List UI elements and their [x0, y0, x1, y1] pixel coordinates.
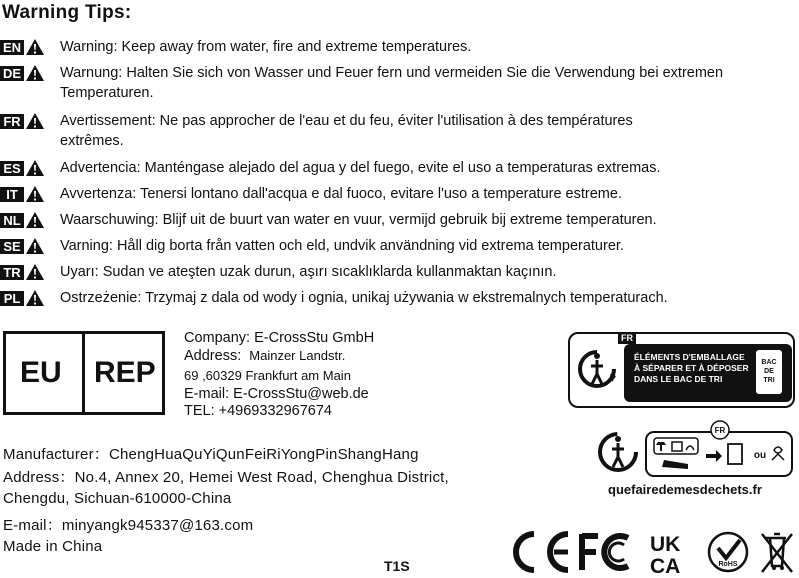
language-code: DE: [0, 66, 24, 81]
svg-text:RoHS: RoHS: [718, 561, 738, 568]
language-code: NL: [0, 213, 24, 228]
warning-text-continued: extrêmes.: [60, 133, 124, 149]
language-badge: [0, 186, 44, 202]
language-badge: [0, 160, 44, 176]
ce-mark-icon: [516, 534, 568, 570]
manufacturer-name: Manufacturer：ChengHuaQuYiQunFeiRiYongPinShangHang: [3, 446, 419, 463]
language-badge: [0, 39, 44, 55]
ukca-mark-icon: [650, 533, 680, 576]
eu-rep-divider: [82, 334, 85, 412]
warning-text: Advertencia: Manténgase alejado del agua y del fuego, evite el uso a temperaturas extremas.: [60, 160, 661, 176]
rohs-mark-icon: [709, 533, 747, 571]
language-code: SE: [0, 239, 24, 254]
eu-rep-box: [3, 331, 165, 415]
language-badge: [0, 238, 44, 254]
triman-text: ÉLÉMENTS D'EMBALLAGE À SÉPARER ET À DÉPOSER DANS LE BAC DE TRI: [634, 352, 749, 384]
info-tri-fr-tag: FR: [714, 426, 726, 435]
manufacturer-address-1: Address：No.4, Annex 20, Hemei West Road, Chenghua District,: [3, 469, 449, 486]
svg-text:CA: CA: [650, 555, 681, 576]
company-city: 69 ,60329 Frankfurt am Main: [184, 368, 351, 383]
triman-icon: [576, 346, 618, 392]
sorting-bin-icon: BAC DE TRI: [756, 350, 782, 394]
warning-triangle-icon: [26, 113, 44, 129]
warning-triangle-icon: [26, 65, 44, 81]
language-code: TR: [0, 265, 24, 280]
company-tel: TEL: +4969332967674: [184, 403, 332, 419]
triman-label-panel: [624, 344, 792, 402]
warning-text: Varning: Håll dig borta från vatten och eld, undvik användning vid extrema temperaturer.: [60, 238, 624, 254]
warning-text: Warnung: Halten Sie sich von Wasser und Feuer fern und vermeiden Sie die Verwendung bei extremen: [60, 65, 724, 81]
language-badge: [0, 264, 44, 280]
model-number: T1S: [384, 558, 410, 574]
weee-bin-icon: [762, 534, 792, 572]
language-badge: [0, 113, 44, 129]
language-code: ES: [0, 161, 24, 176]
language-code: EN: [0, 40, 24, 55]
manufacturer-email: E-mail：minyangk945337@163.com: [3, 517, 254, 534]
warning-text: Avvertenza: Tenersi lontano dall'acqua e dal fuoco, evitare l'uso a temperature estreme.: [60, 186, 622, 202]
language-code: PL: [0, 291, 24, 306]
warning-triangle-icon: [26, 39, 44, 55]
warning-text: Uyarı: Sudan ve ateşten uzak durun, aşırı sıcaklıklarda kullanmaktan kaçının.: [60, 264, 557, 280]
made-in: Made in China: [3, 538, 103, 555]
address-street: Mainzer Landstr.: [249, 348, 346, 363]
language-code: IT: [0, 187, 24, 202]
fcc-mark-icon: [582, 534, 628, 570]
warning-triangle-icon: [26, 160, 44, 176]
language-code: FR: [0, 114, 24, 129]
certification-marks: [498, 528, 798, 576]
company-address: [184, 348, 345, 364]
warning-triangle-icon: [26, 186, 44, 202]
language-badge: [0, 65, 44, 81]
warning-text: Ostrzeżenie: Trzymaj z dala od wody i ognia, unikaj używania w ekstremalnych temperaturach.: [60, 290, 668, 306]
manufacturer-address-2: Chengdu, Sichuan-610000-China: [3, 490, 232, 507]
warning-text: Waarschuwing: Blijf uit de buurt van water en vuur, vermijd gebruik bij extreme temperaturen.: [60, 212, 657, 228]
language-badge: [0, 212, 44, 228]
address-label: Address:: [184, 348, 242, 364]
warning-text-continued: Temperaturen.: [60, 85, 154, 101]
warning-text: Avertissement: Ne pas approcher de l'eau et du feu, éviter l'utilisation à des températures: [60, 113, 633, 129]
company-name: Company: E-CrossStu GmbH: [184, 330, 375, 346]
warning-triangle-icon: [26, 212, 44, 228]
svg-text:UK: UK: [650, 533, 681, 556]
info-tri-logo: [596, 420, 796, 478]
info-tri-ou: ou: [753, 450, 767, 461]
page-title: Warning Tips:: [2, 2, 132, 23]
warning-triangle-icon: [26, 290, 44, 306]
company-email: E-mail: E-CrossStu@web.de: [184, 386, 369, 402]
rep-label: REP: [94, 356, 156, 389]
eu-label: EU: [20, 356, 62, 389]
warning-text: Warning: Keep away from water, fire and extreme temperatures.: [60, 39, 472, 55]
fr-tag: FR: [618, 332, 636, 344]
triman-recycling-box: [568, 332, 795, 408]
language-badge: [0, 290, 44, 306]
website-url: quefairedemesdechets.fr: [608, 482, 762, 497]
warning-triangle-icon: [26, 238, 44, 254]
warning-triangle-icon: [26, 264, 44, 280]
